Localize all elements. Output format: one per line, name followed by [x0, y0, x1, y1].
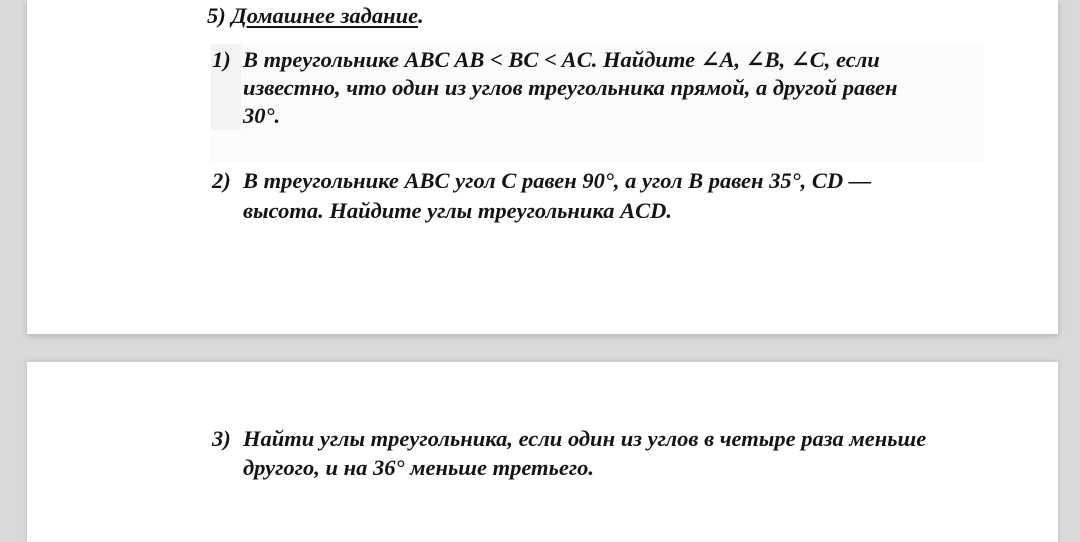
task-2-line-1: В треугольнике ABC угол C равен 90°, а угол B равен 35°, CD —: [243, 168, 872, 193]
task-2-number: 2): [212, 168, 231, 193]
task-3-line-1: Найти углы треугольника, если один из углов в четыре раза меньше: [243, 426, 927, 451]
task-1-line-3: 30°.: [243, 103, 281, 128]
task-1-number: 1): [212, 47, 231, 72]
homework-title: Домашнее задание: [231, 3, 419, 28]
task-2-line-2: высота. Найдите углы треугольника ACD.: [243, 198, 673, 223]
homework-number: 5): [207, 3, 226, 28]
document-page-2: [27, 362, 1058, 542]
document-page-1: [27, 0, 1058, 334]
task-3-number: 3): [212, 426, 231, 451]
task-3-line-2: другого, и на 36° меньше третьего.: [243, 455, 595, 480]
task-1-line-1: В треугольнике ABC AB < BC < AC. Найдите ∠A, ∠B, ∠C, если: [243, 47, 880, 72]
homework-heading: [207, 2, 424, 30]
task-1-line-2: известно, что один из углов треугольника прямой, а другой равен: [243, 75, 898, 100]
homework-title-punct: .: [418, 3, 424, 28]
